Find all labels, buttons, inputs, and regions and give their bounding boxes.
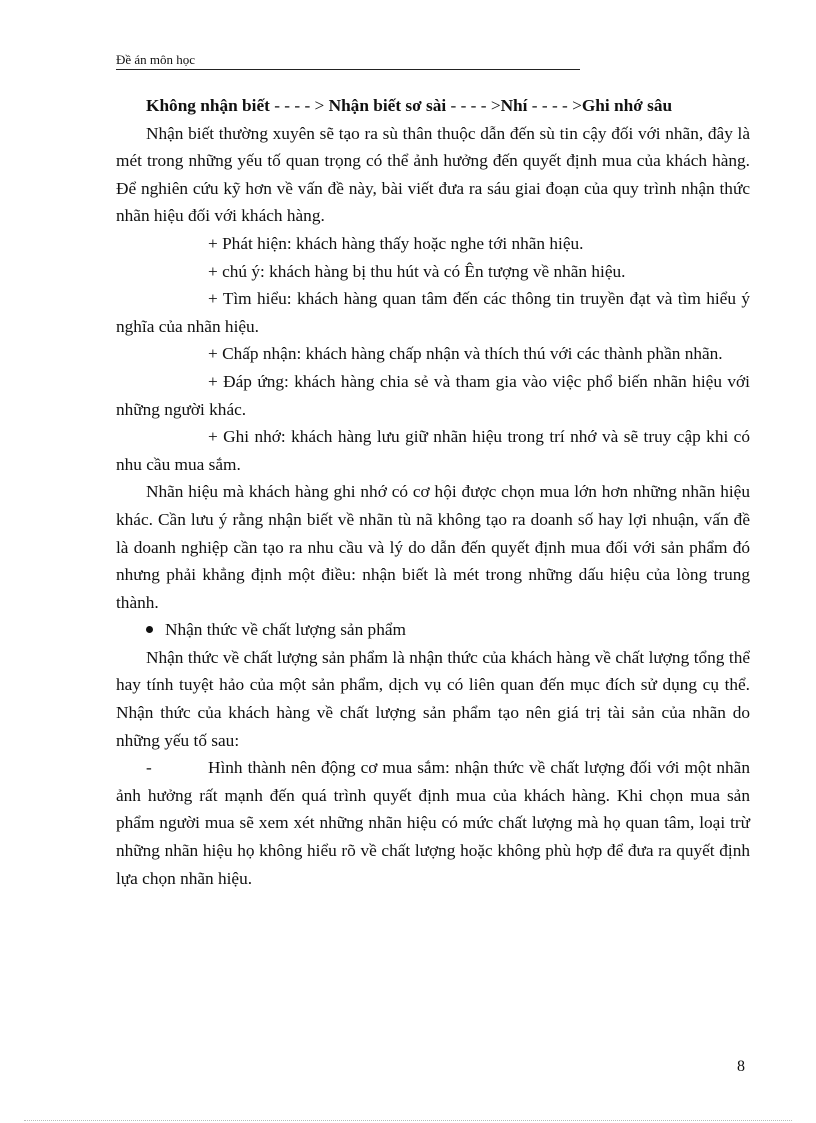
heading-arrow-3: - - - - > [527,96,582,115]
heading-step-4: Ghi nhớ sâu [581,96,673,115]
heading-step-3: Nhí [500,96,528,115]
awareness-heading [116,92,750,120]
stage-item-research: + Tìm hiểu: khách hàng quan tâm đến các thông tin truyền đạt và tìm hiểu ý nghĩa của nhãn hiệu. [116,289,750,336]
document-body [116,92,750,892]
paragraph-quality: Nhận thức về chất lượng sản phẩm là nhận thức của khách hàng về chất lượng tổng thể hay tính tuyệt hảo của một sản phẩm, dịch vụ có liên quan đến mục đích sử dụng cụ thể. Nhận thức của khách hàng về chất lượng sản phẩm tạo nên giá trị tài sản của nhãn do những yếu tố sau: [116,647,750,750]
dash-item-motivation [116,754,750,892]
dash-marker: - [146,758,152,778]
bullet-icon [146,626,153,633]
bullet-item-label: Nhận thức về chất lượng sản phẩm [165,620,406,640]
dash-item-text: Hình thành nên động cơ mua sắm: nhận thức về chất lượng đối với một nhãn ảnh hưởng rất mạnh đến quá trình quyết định mua của khách hàng. Khi chọn mua sản phẩm người mua sẽ xem xét những nhãn hiệu có mức chất lượng mà họ quan tâm, loại trừ những nhãn hiệu họ không hiểu rõ về chất lượng hoặc không phù hợp để đưa ra quyết định lựa chọn nhãn hiệu. [116,758,750,888]
heading-step-1: Không nhận biết [146,96,270,115]
stage-item-attention: + chú ý: khách hàng bị thu hút và có Ên tượng về nhãn hiệu. [208,261,626,281]
stage-item-remember: + Ghi nhớ: khách hàng lưu giữ nhãn hiệu trong trí nhớ và sẽ truy cập khi có nhu cầu mua sắm. [116,427,750,474]
page-footer-divider [24,1120,792,1121]
page-header [116,52,580,70]
heading-arrow-1: - - - - > [269,96,329,115]
heading-step-2: Nhận biết sơ sài [328,96,447,115]
bullet-item-quality [116,616,750,644]
page-number: 8 [737,1058,745,1075]
stage-item-accept: + Chấp nhận: khách hàng chấp nhận và thích thú với các thành phần nhãn. [208,344,723,364]
stage-item-discover: + Phát hiện: khách hàng thấy hoặc nghe tới nhãn hiệu. [208,233,584,253]
heading-arrow-2: - - - - > [446,96,501,115]
stage-item-respond: + Đáp ứng: khách hàng chia sẻ và tham gia vào việc phổ biến nhãn hiệu với những người khác. [116,371,750,419]
header-title: Đề án môn học [116,52,196,67]
paragraph-brand-memory: Nhãn hiệu mà khách hàng ghi nhớ có cơ hội được chọn mua lớn hơn những nhãn hiệu khác. Cần lưu ý rằng nhận biết về nhãn tù nã không tạo ra doanh số hay lợi nhuận, vấn đề là doanh nghiệp cần tạo ra nhu cầu và lý do dẫn đến quyết định mua đối với sản phẩm đó nhưng phải khẳng định một điều: nhận biết là mét trong những dấu hiệu của lòng trung thành. [116,482,750,612]
paragraph-awareness: Nhận biết thường xuyên sẽ tạo ra sù thân thuộc dẫn đến sù tin cậy đối với nhãn, đây là mét trong những yếu tố quan trọng có thể ảnh hưởng đến quyết định mua của khách hàng. Để nghiên cứu kỹ hơn về vấn đề này, bài viết đưa ra sáu giai đoạn của quy trình nhận thức nhãn hiệu đối với khách hàng. [116,123,750,226]
